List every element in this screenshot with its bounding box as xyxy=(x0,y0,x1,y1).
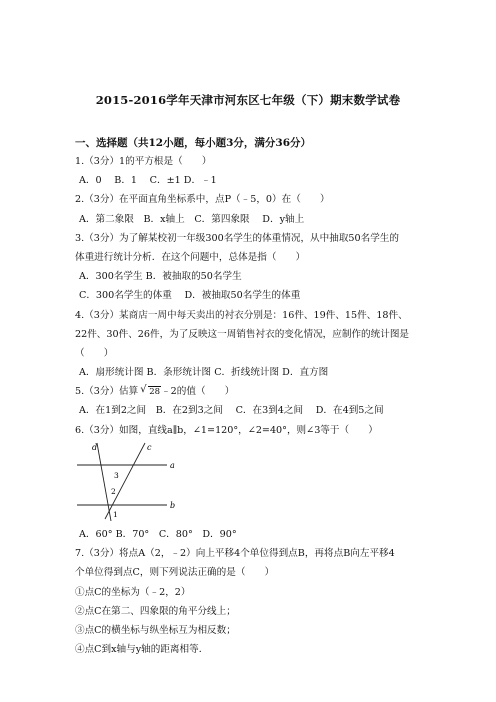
question-1-options: A．0 B．1 C．±1 D．﹣1 xyxy=(79,175,217,187)
line-c xyxy=(105,443,145,519)
question-5-options: A．在1到2之间 B．在2到3之间 C．在3到4之间 D．在4到5之间 xyxy=(79,405,384,417)
statement-4: ④点C到x轴与y轴的距离相等． xyxy=(75,644,209,656)
section-heading: 一、选择题（共12小题，每小题3分，满分36分） xyxy=(75,137,312,149)
question-3: 3.（3分）为了解某校初一年级300名学生的体重情况，从中抽取50名学生的 xyxy=(75,232,399,244)
label-d: d xyxy=(92,443,98,452)
question-4-options: A．扇形统计图 B．条形统计图 C．折线统计图 D．直方图 xyxy=(79,367,329,379)
question-1: 1.（3分）1的平方根是（ ） xyxy=(75,156,212,167)
label-c: c xyxy=(147,443,152,452)
question-3-options-2: C．300名学生的体重 D．被抽取50名学生的体重 xyxy=(79,290,301,302)
statement-1: ①点C的坐标为（﹣2，2） xyxy=(75,586,191,598)
question-4-bracket: （ ） xyxy=(75,347,114,359)
angle-1-label: 1 xyxy=(113,510,118,519)
question-2: 2.（3分）在平面直角坐标系中，点P（﹣5，0）在（ ） xyxy=(75,194,330,206)
question-5-prefix: 5.（3分）估算 xyxy=(75,386,139,398)
lower-questions xyxy=(75,525,425,659)
question-7: 7.（3分）将点A（2，﹣2）向上平移4个单位得到点B，再将点B向左平移4 xyxy=(75,548,395,560)
radicand: 28 xyxy=(149,387,161,398)
page-title: 2015-2016学年天津市河东区七年级（下）期末数学试卷 xyxy=(95,93,401,107)
sqrt-symbol: √ 28 xyxy=(140,384,161,398)
question-5 xyxy=(75,382,425,401)
statement-2: ②点C在第二、四象限的角平分线上； xyxy=(75,605,236,617)
question-3-cont: 体重进行统计分析．在这个问题中，总体是指（ ） xyxy=(75,251,306,263)
question-4-cont: 22件、30件、26件，为了反映这一周销售衬衣的变化情况，应制作的统计图是 xyxy=(75,328,410,340)
parallel-lines-figure xyxy=(75,441,185,521)
question-7-cont: 个单位得到点C，则下列说法正确的是（ ） xyxy=(75,567,275,579)
question-5-suffix: ﹣2的值（ ） xyxy=(161,386,235,398)
question-block xyxy=(75,152,425,440)
line-d xyxy=(97,443,111,521)
question-6: 6.（3分）如图，直线a∥b，∠1=120°，∠2=40°，则∠3等于（ ） xyxy=(75,424,378,436)
question-2-options: A．第二象限 B．x轴上 C．第四象限 D．y轴上 xyxy=(79,213,305,225)
question-3-options-1: A．300名学生 B．被抽取的50名学生 xyxy=(79,271,242,283)
angle-3-label: 3 xyxy=(114,471,119,480)
statement-3: ③点C的横坐标与纵坐标互为相反数； xyxy=(75,624,236,636)
question-4: 4.（3分）某商店一周中每天卖出的衬衣分别是：16件、19件、15件、18件、 xyxy=(75,309,408,321)
angle-2-label: 2 xyxy=(111,487,116,496)
label-b: b xyxy=(170,501,176,510)
question-6-options: A．60° B．70° C．80° D．90° xyxy=(79,529,237,540)
label-a: a xyxy=(170,461,175,470)
